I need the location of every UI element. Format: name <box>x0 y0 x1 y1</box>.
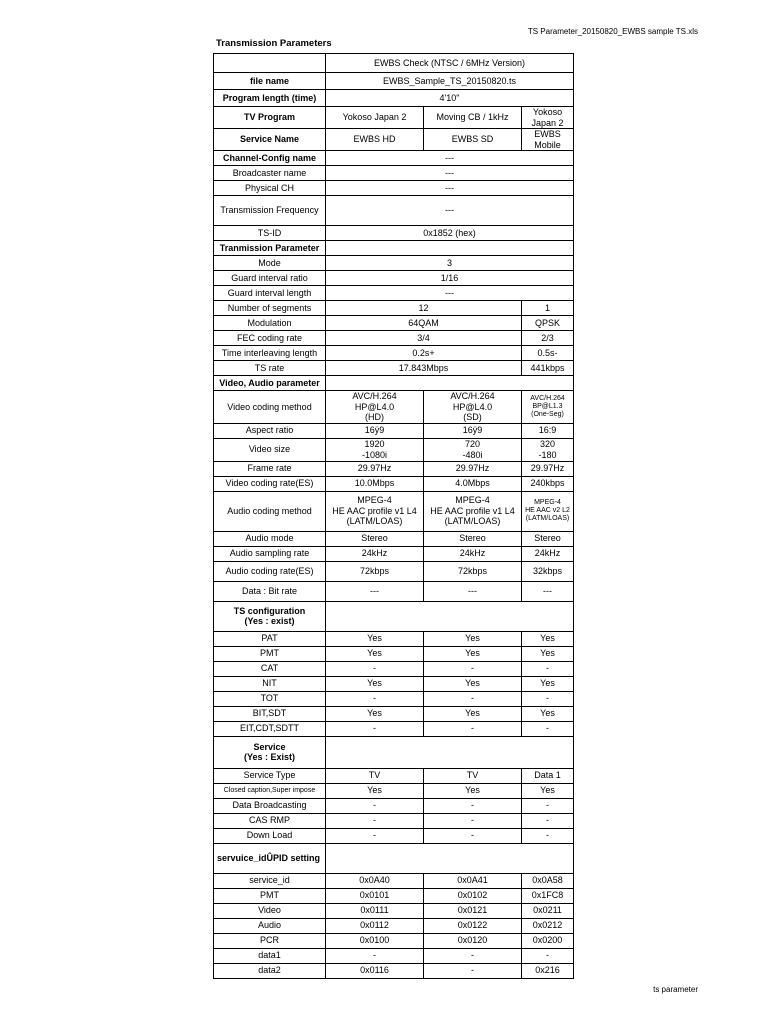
table-row <box>214 706 574 721</box>
row-label-cell: CAT <box>214 661 326 676</box>
table-row <box>214 90 574 107</box>
value-cell: 240kbps <box>522 476 574 491</box>
table-row <box>214 376 574 391</box>
table-row <box>214 331 574 346</box>
row-label-cell: servuice_idÛPID setting <box>214 843 326 873</box>
table-row <box>214 736 574 768</box>
value-cell: - <box>424 691 522 706</box>
table-row <box>214 783 574 798</box>
row-label-cell: PMT <box>214 646 326 661</box>
row-label-cell: Mode <box>214 256 326 271</box>
value-cell: - <box>424 828 522 843</box>
row-label-cell: data2 <box>214 963 326 978</box>
value-cell: 1/16 <box>326 271 574 286</box>
value-cell: Stereo <box>424 531 522 546</box>
value-cell: 3 <box>326 256 574 271</box>
row-label-cell: Aspect ratio <box>214 423 326 438</box>
table-row <box>214 438 574 461</box>
value-cell: Yes <box>424 676 522 691</box>
value-cell: 441kbps <box>522 361 574 376</box>
table-row <box>214 546 574 561</box>
row-label-cell: BIT,SDT <box>214 706 326 721</box>
value-cell: 0x0200 <box>522 933 574 948</box>
table-row <box>214 918 574 933</box>
value-cell: 0x0116 <box>326 963 424 978</box>
value-cell: 29.97Hz <box>522 461 574 476</box>
value-cell: 0x0112 <box>326 918 424 933</box>
row-label-cell: TS rate <box>214 361 326 376</box>
value-cell: 0x0102 <box>424 888 522 903</box>
table-row <box>214 271 574 286</box>
table-row <box>214 963 574 978</box>
value-cell: Yes <box>522 783 574 798</box>
table-row <box>214 423 574 438</box>
table-row <box>214 181 574 196</box>
row-label-cell: Video coding method <box>214 391 326 424</box>
value-cell: Yes <box>326 706 424 721</box>
value-cell: --- <box>326 196 574 226</box>
value-cell: 320 -180 <box>522 438 574 461</box>
table-row <box>214 129 574 151</box>
value-cell: Moving CB / 1kHz <box>424 107 522 129</box>
row-label-cell: service_id <box>214 873 326 888</box>
value-cell: EWBS HD <box>326 129 424 151</box>
value-cell: 0x0211 <box>522 903 574 918</box>
value-cell: 10.0Mbps <box>326 476 424 491</box>
table-row <box>214 361 574 376</box>
table-row <box>214 903 574 918</box>
value-cell: 0x0120 <box>424 933 522 948</box>
value-cell: Yes <box>326 631 424 646</box>
row-label-cell: Closed caption,Super impose <box>214 783 326 798</box>
value-cell: EWBS_Sample_TS_20150820.ts <box>326 73 574 90</box>
row-label-cell: PMT <box>214 888 326 903</box>
value-cell <box>326 736 574 768</box>
value-cell: MPEG-4 HE AAC v2 L2 (LATM/LOAS) <box>522 491 574 531</box>
row-label-cell: TOT <box>214 691 326 706</box>
value-cell: Yes <box>424 706 522 721</box>
table-row <box>214 346 574 361</box>
table-row <box>214 561 574 581</box>
value-cell: Yes <box>326 783 424 798</box>
value-cell: 0x0111 <box>326 903 424 918</box>
value-cell: Yes <box>424 631 522 646</box>
row-label-cell: PAT <box>214 631 326 646</box>
value-cell: 16ÿ9 <box>326 423 424 438</box>
value-cell: 72kbps <box>326 561 424 581</box>
table-row <box>214 461 574 476</box>
table-row <box>214 676 574 691</box>
table-row <box>214 107 574 129</box>
value-cell: 0x216 <box>522 963 574 978</box>
value-cell: - <box>522 828 574 843</box>
value-cell <box>326 601 574 631</box>
row-label-cell <box>214 54 326 73</box>
value-cell: - <box>326 661 424 676</box>
value-cell: 16ÿ9 <box>424 423 522 438</box>
value-cell: 72kbps <box>424 561 522 581</box>
table-row <box>214 661 574 676</box>
value-cell: 12 <box>326 301 522 316</box>
row-label-cell: Audio sampling rate <box>214 546 326 561</box>
table-row <box>214 391 574 424</box>
table-row <box>214 581 574 601</box>
table-row <box>214 491 574 531</box>
table-row <box>214 691 574 706</box>
table-row <box>214 601 574 631</box>
row-label-cell: file name <box>214 73 326 90</box>
row-label-cell: Service Name <box>214 129 326 151</box>
table-row <box>214 843 574 873</box>
value-cell: 0x1852 (hex) <box>326 226 574 241</box>
value-cell: Yokoso Japan 2 <box>522 107 574 129</box>
row-label-cell: FEC coding rate <box>214 331 326 346</box>
value-cell <box>326 376 574 391</box>
value-cell: 0x0A41 <box>424 873 522 888</box>
value-cell: QPSK <box>522 316 574 331</box>
value-cell: 24kHz <box>326 546 424 561</box>
value-cell: Yes <box>326 676 424 691</box>
row-label-cell: Audio <box>214 918 326 933</box>
value-cell: Yes <box>522 676 574 691</box>
row-label-cell: Modulation <box>214 316 326 331</box>
row-label-cell: Physical CH <box>214 181 326 196</box>
value-cell <box>326 241 574 256</box>
table-row <box>214 476 574 491</box>
table-row <box>214 933 574 948</box>
value-cell: AVC/H.264 HP@L4.0 (SD) <box>424 391 522 424</box>
row-label-cell: Time interleaving length <box>214 346 326 361</box>
value-cell: --- <box>326 581 424 601</box>
value-cell: 32kbps <box>522 561 574 581</box>
value-cell: 1920 -1080i <box>326 438 424 461</box>
value-cell: - <box>424 963 522 978</box>
row-label-cell: PCR <box>214 933 326 948</box>
value-cell: --- <box>424 581 522 601</box>
value-cell: - <box>522 721 574 736</box>
parameter-table <box>213 53 574 979</box>
value-cell: 2/3 <box>522 331 574 346</box>
value-cell: - <box>522 691 574 706</box>
value-cell: Data 1 <box>522 768 574 783</box>
value-cell: - <box>424 813 522 828</box>
value-cell: - <box>522 661 574 676</box>
value-cell: 16:9 <box>522 423 574 438</box>
table-row <box>214 873 574 888</box>
value-cell: --- <box>326 286 574 301</box>
value-cell: --- <box>522 581 574 601</box>
value-cell: - <box>522 813 574 828</box>
value-cell: 0x0212 <box>522 918 574 933</box>
value-cell: Yokoso Japan 2 <box>326 107 424 129</box>
value-cell: 0x1FC8 <box>522 888 574 903</box>
row-label-cell: Channel-Config name <box>214 151 326 166</box>
row-label-cell: Broadcaster name <box>214 166 326 181</box>
table-row <box>214 301 574 316</box>
value-cell: EWBS SD <box>424 129 522 151</box>
value-cell: 17.843Mbps <box>326 361 522 376</box>
table-row <box>214 798 574 813</box>
value-cell: 24kHz <box>424 546 522 561</box>
value-cell: Yes <box>326 646 424 661</box>
table-row <box>214 196 574 226</box>
table-row <box>214 721 574 736</box>
table-row <box>214 286 574 301</box>
value-cell: EWBS Mobile <box>522 129 574 151</box>
row-label-cell: Frame rate <box>214 461 326 476</box>
table-row <box>214 241 574 256</box>
value-cell: Stereo <box>522 531 574 546</box>
value-cell: - <box>326 828 424 843</box>
row-label-cell: Service Type <box>214 768 326 783</box>
value-cell: 0x0100 <box>326 933 424 948</box>
value-cell: 24kHz <box>522 546 574 561</box>
table-row <box>214 151 574 166</box>
value-cell: 4.0Mbps <box>424 476 522 491</box>
value-cell: 4'10" <box>326 90 574 107</box>
row-label-cell: Number of segments <box>214 301 326 316</box>
file-header-text: TS Parameter_20150820_EWBS sample TS.xls <box>527 27 698 36</box>
row-label-cell: EIT,CDT,SDTT <box>214 721 326 736</box>
value-cell: --- <box>326 181 574 196</box>
value-cell: EWBS Check (NTSC / 6MHz Version) <box>326 54 574 73</box>
table-row <box>214 631 574 646</box>
value-cell: MPEG-4 HE AAC profile v1 L4 (LATM/LOAS) <box>326 491 424 531</box>
value-cell: --- <box>326 151 574 166</box>
value-cell: AVC/H.264 HP@L4.0 (HD) <box>326 391 424 424</box>
table-row <box>214 316 574 331</box>
row-label-cell: Service (Yes : Exist) <box>214 736 326 768</box>
value-cell: 0x0A40 <box>326 873 424 888</box>
value-cell: Yes <box>522 631 574 646</box>
row-label-cell: CAS RMP <box>214 813 326 828</box>
value-cell: 0x0A58 <box>522 873 574 888</box>
value-cell: 1 <box>522 301 574 316</box>
row-label-cell: TS-ID <box>214 226 326 241</box>
row-label-cell: TV Program <box>214 107 326 129</box>
value-cell: TV <box>424 768 522 783</box>
table-row <box>214 768 574 783</box>
value-cell: Yes <box>522 646 574 661</box>
value-cell: 29.97Hz <box>326 461 424 476</box>
value-cell: - <box>424 661 522 676</box>
row-label-cell: Audio coding method <box>214 491 326 531</box>
value-cell: 0.2s+ <box>326 346 522 361</box>
value-cell: - <box>424 721 522 736</box>
row-label-cell: Tranmission Parameter <box>214 241 326 256</box>
value-cell: 64QAM <box>326 316 522 331</box>
sheet-title: Transmission Parameters <box>216 38 332 49</box>
value-cell: - <box>326 721 424 736</box>
value-cell: Stereo <box>326 531 424 546</box>
table-row <box>214 226 574 241</box>
table-row <box>214 888 574 903</box>
row-label-cell: data1 <box>214 948 326 963</box>
value-cell: - <box>522 798 574 813</box>
row-label-cell: Video, Audio parameter <box>214 376 326 391</box>
table-row <box>214 646 574 661</box>
value-cell: 3/4 <box>326 331 522 346</box>
value-cell <box>326 843 574 873</box>
row-label-cell: Data Broadcasting <box>214 798 326 813</box>
value-cell: MPEG-4 HE AAC profile v1 L4 (LATM/LOAS) <box>424 491 522 531</box>
value-cell: 0x0121 <box>424 903 522 918</box>
value-cell: Yes <box>522 706 574 721</box>
table-row <box>214 166 574 181</box>
table-row <box>214 256 574 271</box>
value-cell: - <box>326 948 424 963</box>
value-cell: - <box>424 948 522 963</box>
row-label-cell: Transmission Frequency <box>214 196 326 226</box>
value-cell: - <box>522 948 574 963</box>
value-cell: - <box>326 691 424 706</box>
row-label-cell: Audio mode <box>214 531 326 546</box>
table-row <box>214 54 574 73</box>
value-cell: 720 -480i <box>424 438 522 461</box>
value-cell: - <box>424 798 522 813</box>
value-cell: 0x0101 <box>326 888 424 903</box>
row-label-cell: NIT <box>214 676 326 691</box>
value-cell: Yes <box>424 783 522 798</box>
row-label-cell: Video <box>214 903 326 918</box>
value-cell: - <box>326 813 424 828</box>
value-cell: - <box>326 798 424 813</box>
value-cell: --- <box>326 166 574 181</box>
row-label-cell: Audio coding rate(ES) <box>214 561 326 581</box>
value-cell: Yes <box>424 646 522 661</box>
value-cell: TV <box>326 768 424 783</box>
table-row <box>214 531 574 546</box>
value-cell: 0.5s- <box>522 346 574 361</box>
row-label-cell: Guard interval length <box>214 286 326 301</box>
row-label-cell: Program length (time) <box>214 90 326 107</box>
row-label-cell: Video size <box>214 438 326 461</box>
value-cell: 29.97Hz <box>424 461 522 476</box>
sheet-tab-label: ts parameter <box>653 985 698 994</box>
value-cell: 0x0122 <box>424 918 522 933</box>
table-row <box>214 73 574 90</box>
table-row <box>214 813 574 828</box>
row-label-cell: Data : Bit rate <box>214 581 326 601</box>
table-row <box>214 828 574 843</box>
row-label-cell: Guard interval ratio <box>214 271 326 286</box>
row-label-cell: TS configuration (Yes : exist) <box>214 601 326 631</box>
table-row <box>214 948 574 963</box>
row-label-cell: Video coding rate(ES) <box>214 476 326 491</box>
value-cell: AVC/H.264 BP@L1.3 (One-Seg) <box>522 391 574 424</box>
row-label-cell: Down Load <box>214 828 326 843</box>
